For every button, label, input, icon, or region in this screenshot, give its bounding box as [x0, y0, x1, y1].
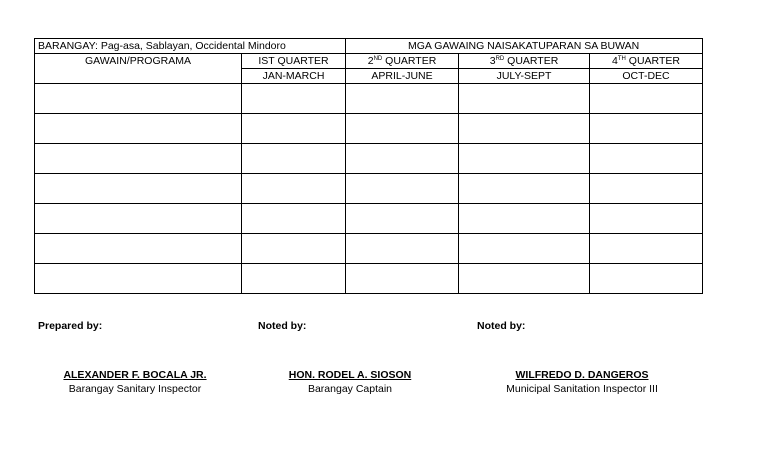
- table-cell[interactable]: [35, 234, 242, 264]
- table-cell[interactable]: [590, 114, 703, 144]
- table-cell[interactable]: [459, 264, 590, 294]
- table-cell[interactable]: [346, 144, 459, 174]
- q4-header: 4TH QUARTER: [590, 54, 703, 69]
- table-cell[interactable]: [459, 114, 590, 144]
- table-cell[interactable]: [590, 174, 703, 204]
- signatory-block-2: [260, 369, 440, 395]
- table-cell[interactable]: [459, 234, 590, 264]
- table-cell[interactable]: [35, 114, 242, 144]
- signatory-position: Municipal Sanitation Inspector III: [506, 383, 658, 395]
- signatory-block-3: [487, 369, 677, 395]
- q3-months: JULY-SEPT: [459, 69, 590, 84]
- table-cell[interactable]: [346, 174, 459, 204]
- table-cell[interactable]: [346, 114, 459, 144]
- quarter-header-row: [35, 54, 703, 69]
- q2-months: APRIL-JUNE: [346, 69, 459, 84]
- table-cell[interactable]: [590, 144, 703, 174]
- program-column-header: GAWAIN/PROGRAMA: [35, 54, 242, 84]
- table-row: [35, 144, 703, 174]
- table-cell[interactable]: [590, 234, 703, 264]
- signatory-name: WILFREDO D. DANGEROS: [515, 369, 649, 381]
- table-cell[interactable]: [242, 84, 346, 114]
- report-table: [34, 38, 703, 294]
- q1-header: IST QUARTER: [242, 54, 346, 69]
- table-row: [35, 114, 703, 144]
- table-cell[interactable]: [35, 84, 242, 114]
- table-cell[interactable]: [35, 174, 242, 204]
- table-cell[interactable]: [242, 144, 346, 174]
- noted-by-label-2: Noted by:: [477, 320, 526, 332]
- table-cell[interactable]: [590, 264, 703, 294]
- table-row: [35, 174, 703, 204]
- table-cell[interactable]: [346, 204, 459, 234]
- table-body: [35, 84, 703, 294]
- table-cell[interactable]: [35, 144, 242, 174]
- table-row: [35, 234, 703, 264]
- table-cell[interactable]: [35, 204, 242, 234]
- table-cell[interactable]: [459, 174, 590, 204]
- table-cell[interactable]: [242, 264, 346, 294]
- barangay-label: BARANGAY: Pag-asa, Sablayan, Occidental Mindoro: [35, 39, 346, 54]
- table-row: [35, 204, 703, 234]
- q1-months: JAN-MARCH: [242, 69, 346, 84]
- q2-header: 2ND QUARTER: [346, 54, 459, 69]
- table-cell[interactable]: [346, 234, 459, 264]
- table-cell[interactable]: [459, 204, 590, 234]
- table-cell[interactable]: [242, 234, 346, 264]
- table-cell[interactable]: [242, 204, 346, 234]
- form-title: MGA GAWAING NAISAKATUPARAN SA BUWAN: [346, 39, 703, 54]
- table-cell[interactable]: [459, 84, 590, 114]
- table-cell[interactable]: [346, 84, 459, 114]
- table-cell[interactable]: [346, 264, 459, 294]
- signatory-name: HON. RODEL A. SIOSON: [288, 369, 412, 381]
- table-cell[interactable]: [590, 204, 703, 234]
- q3-header: 3RD QUARTER: [459, 54, 590, 69]
- q4-months: OCT-DEC: [590, 69, 703, 84]
- table-row: [35, 264, 703, 294]
- signatory-position: Barangay Captain: [307, 383, 393, 395]
- prepared-by-label: Prepared by:: [38, 320, 103, 332]
- title-row: [35, 39, 703, 54]
- table-row: [35, 84, 703, 114]
- noted-by-label-1: Noted by:: [258, 320, 307, 332]
- signatory-position: Barangay Sanitary Inspector: [68, 383, 202, 395]
- table-cell[interactable]: [590, 84, 703, 114]
- table-cell[interactable]: [35, 264, 242, 294]
- table-cell[interactable]: [242, 114, 346, 144]
- accomplishment-report-form: [34, 38, 702, 294]
- signatory-block-1: [45, 369, 225, 395]
- signatory-name: ALEXANDER F. BOCALA JR.: [63, 369, 207, 381]
- table-cell[interactable]: [242, 174, 346, 204]
- table-cell[interactable]: [459, 144, 590, 174]
